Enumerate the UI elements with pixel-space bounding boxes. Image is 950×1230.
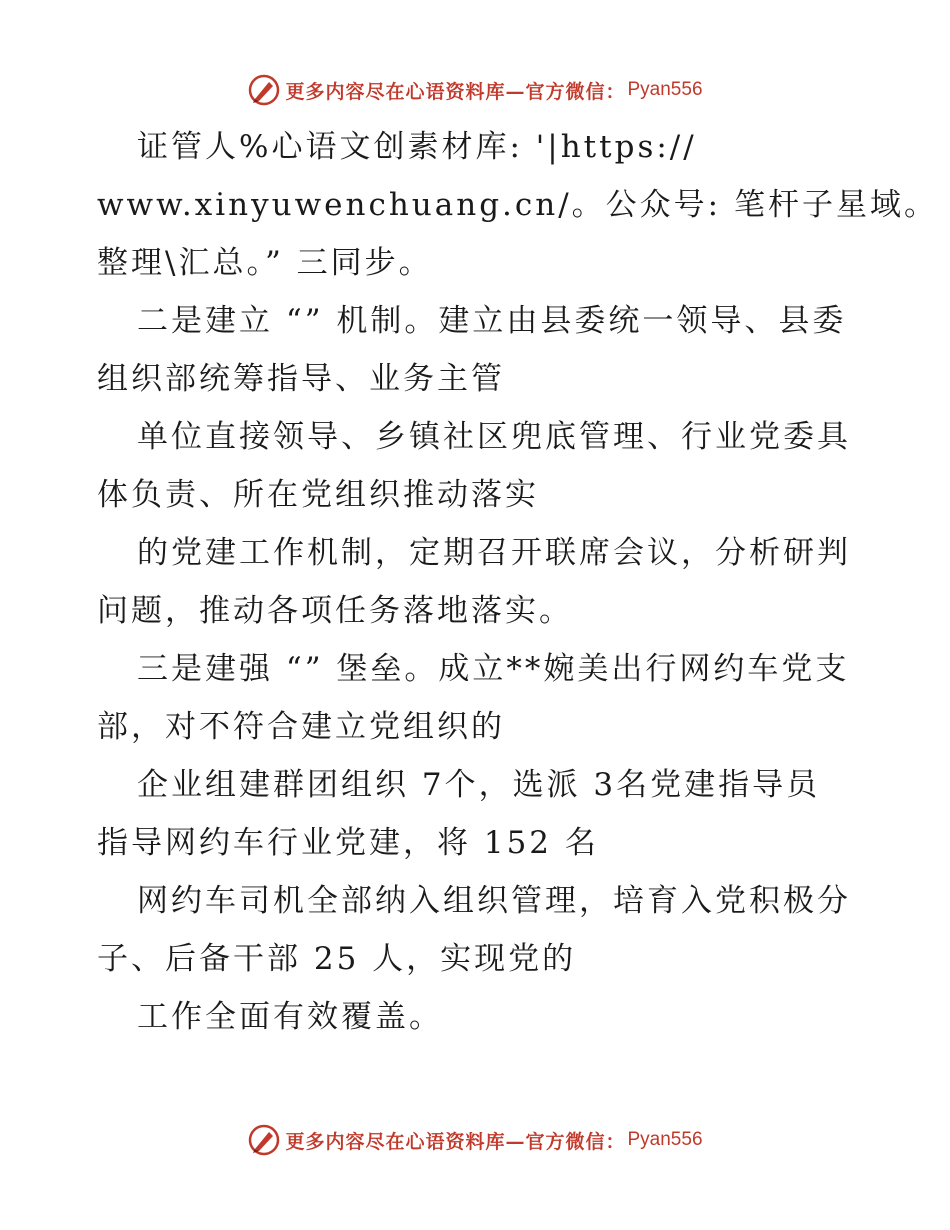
banner-contact: Pyan556 bbox=[627, 79, 703, 100]
text-line-7: 体负责、所在党组织推动落实 bbox=[97, 477, 539, 513]
text-line-5: 组织部统筹指导、业务主管 bbox=[97, 361, 505, 397]
text-line-10: 三是建强 “” 堡垒。成立**婉美出行网约车党支 bbox=[137, 651, 850, 687]
header-banner bbox=[0, 70, 950, 110]
banner-text: 更多内容尽在心语资料库—官方微信： bbox=[285, 1130, 626, 1153]
text-line-9: 问题，推动各项任务落地落实。 bbox=[97, 593, 573, 629]
text-line-2: www.xinyuwenchuang.cn/。公众号: 笔杆子星域。 bbox=[97, 187, 938, 223]
text-line-14: 网约车司机全部纳入组织管理，培育入党积极分 bbox=[137, 883, 851, 919]
text-line-8: 的党建工作机制，定期召开联席会议，分析研判 bbox=[137, 535, 851, 571]
pen-circle-logo-icon bbox=[247, 1123, 281, 1157]
text-line-16: 工作全面有效覆盖。 bbox=[137, 999, 443, 1035]
text-line-4: 二是建立 “” 机制。建立由县委统一领导、县委 bbox=[137, 303, 847, 339]
text-line-11: 部，对不符合建立党组织的 bbox=[97, 709, 505, 745]
text-line-13: 指导网约车行业党建，将 152 名 bbox=[97, 825, 599, 861]
document-body bbox=[97, 118, 938, 1046]
text-line-12: 企业组建群团组织 7个，选派 3名党建指导员 bbox=[137, 767, 821, 803]
footer-banner bbox=[0, 1120, 950, 1160]
pen-circle-logo-icon bbox=[247, 73, 281, 107]
text-line-6: 单位直接领导、乡镇社区兜底管理、行业党委具 bbox=[137, 419, 851, 455]
banner-text: 更多内容尽在心语资料库—官方微信： bbox=[285, 80, 626, 103]
text-line-3: 整理\汇总。” 三同步。 bbox=[97, 245, 433, 281]
banner-contact: Pyan556 bbox=[627, 1129, 703, 1150]
text-line-1: 证管人%心语文创素材库: '|https:// bbox=[137, 129, 697, 165]
text-line-15: 子、后备干部 25 人，实现党的 bbox=[97, 941, 577, 977]
